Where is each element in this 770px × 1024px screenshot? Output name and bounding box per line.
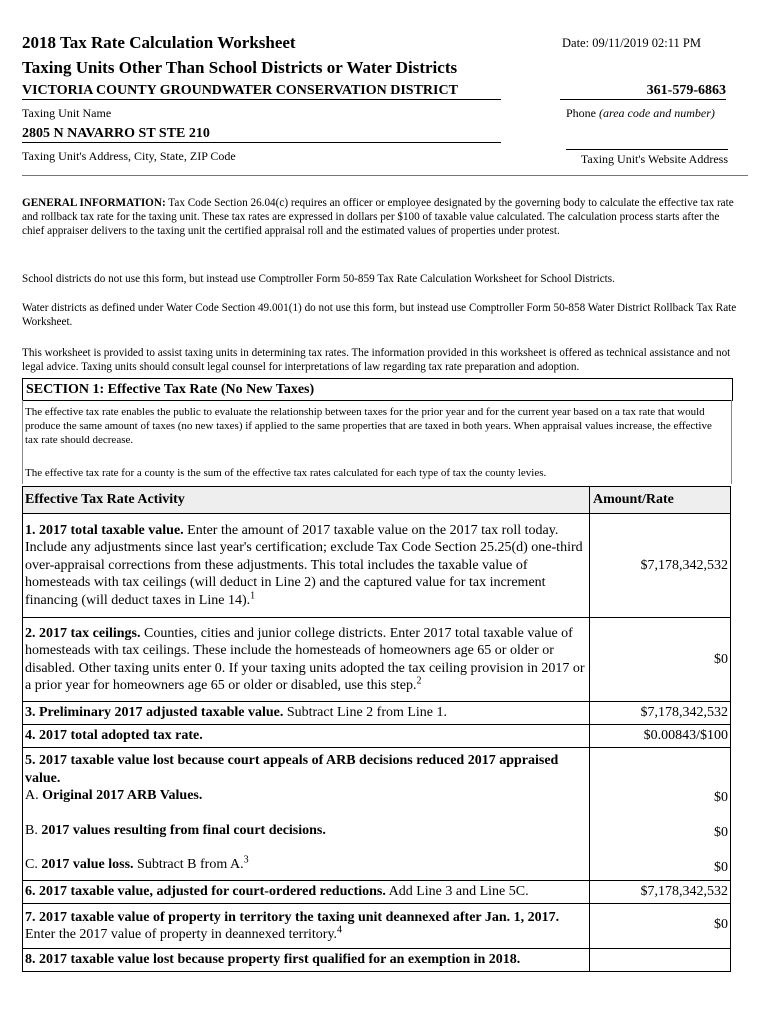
activity-column-header: Effective Tax Rate Activity	[23, 487, 590, 514]
amount-column-header: Amount/Rate	[590, 487, 731, 514]
taxing-unit-address: 2805 N NAVARRO ST STE 210	[22, 126, 501, 143]
line5a-label: Original 2017 ARB Values.	[42, 788, 203, 803]
effective-tax-rate-table	[22, 486, 731, 972]
line8-amount	[590, 949, 731, 972]
line3-label: 3. Preliminary 2017 adjusted taxable value.	[25, 705, 284, 721]
water-districts-note: Water districts as defined under Water Code Section 49.001(1) do not use this form, but instead use Comptroller Form 50-858 Water District Rollback Tax Rate Worksheet.	[22, 302, 737, 329]
line2-text: Counties, cities and junior college districts. Enter 2017 total taxable value of homesteads with tax ceilings. These include the homesteads of homeowners age 65 or older or disabled. Other taxing units enter 0. If your taxing units adopted the tax ceiling provision in 2017 or a prior year for homeowners age 65 or older or disabled, use this step.	[25, 625, 585, 693]
line5-amounts	[590, 748, 731, 881]
worksheet-subtitle: Taxing Units Other Than School Districts or Water Districts	[22, 58, 458, 77]
line3-text: Subtract Line 2 from Line 1.	[283, 705, 448, 721]
address-label: Taxing Unit's Address, City, State, ZIP Code	[22, 149, 236, 163]
taxing-unit-name-label: Taxing Unit Name	[22, 106, 112, 120]
table-row-line6	[23, 881, 731, 904]
line6-description	[23, 881, 590, 904]
table-row-line5	[23, 748, 731, 881]
phone-label-text: Phone	[566, 106, 596, 120]
line5a-amount: $0	[714, 790, 728, 805]
general-information	[22, 196, 740, 239]
line5c-amount: $0	[714, 860, 728, 875]
disclaimer-note: This worksheet is provided to assist taxing units in determining tax rates. The information provided in this worksheet is offered as technical assistance and not legal advice. Taxing units should consult legal counsel for interpretations of law regarding tax rate preparation and adoption.	[22, 347, 731, 374]
line3-amount: $7,178,342,532	[590, 702, 731, 725]
worksheet-date: Date: 09/11/2019 02:11 PM	[562, 36, 702, 50]
phone-label-note: (area code and number)	[599, 106, 715, 120]
line7-text: Enter the 2017 value of property in deannexed territory.	[25, 927, 338, 942]
section1-intro	[22, 400, 732, 484]
line5b-label: 2017 values resulting from final court decisions.	[41, 822, 326, 838]
line4-description	[23, 725, 590, 748]
line5a	[25, 787, 589, 805]
phone-number: 361-579-6863	[560, 83, 726, 100]
table-row-line3	[23, 702, 731, 725]
line1-text: Enter the amount of 2017 taxable value on the 2017 tax roll today. Include any adjustments since last year's certification; exclude Tax Code Section 25.25(d) one-third over-appraisal corrections from these adjustments. This total includes the taxable value of homesteads with tax ceilings (will deduct in Line 2) and the captured value for tax increment financing (will deduct taxes in Line 14).	[25, 522, 583, 608]
table-row-line1	[23, 514, 731, 618]
line3-description	[23, 702, 590, 725]
website-label: Taxing Unit's Website Address	[566, 149, 728, 167]
general-information-text: Tax Code Section 26.04(c) requires an officer or employee designated by the governing body to calculate the effective tax rate and rollback tax rate for the taxing unit. These tax rates are expressed in dollars per $100 of taxable value calculated. The calculation process starts after the chief appraiser delivers to the taxing unit the certified appraisal roll and the estimated values of properties under protest.	[22, 197, 734, 238]
line5c-prefix: C.	[25, 857, 42, 872]
line5c-footnote: 3	[243, 854, 249, 866]
general-information-lead: GENERAL INFORMATION:	[22, 197, 166, 209]
taxing-unit-name: VICTORIA COUNTY GROUNDWATER CONSERVATION DISTRICT	[22, 83, 501, 100]
line1-amount: $7,178,342,532	[590, 514, 731, 618]
worksheet-title: 2018 Tax Rate Calculation Worksheet	[22, 33, 296, 52]
line7-footnote: 4	[337, 924, 343, 936]
line5-heading	[25, 748, 589, 787]
section1-title: SECTION 1: Effective Tax Rate (No New Taxes)	[22, 378, 733, 401]
line2-description	[23, 618, 590, 702]
line2-footnote: 2	[416, 675, 422, 687]
line2-amount: $0	[590, 618, 731, 702]
line4-amount: $0.00843/$100	[590, 725, 731, 748]
table-row-line8	[23, 949, 731, 972]
line7-description	[23, 904, 590, 949]
line1-description	[23, 514, 590, 618]
line6-text: Add Line 3 and Line 5C.	[385, 884, 529, 900]
table-row-line4	[23, 725, 731, 748]
line5c-label: 2017 value loss.	[41, 857, 134, 872]
line7-amount: $0	[590, 904, 731, 949]
table-row-line2	[23, 618, 731, 702]
table-header-row	[23, 487, 731, 514]
line8-description	[23, 949, 590, 972]
line4-label: 4. 2017 total adopted tax rate.	[25, 728, 203, 744]
phone-label	[566, 106, 715, 121]
line2-label: 2. 2017 tax ceilings.	[25, 625, 141, 641]
line6-amount: $7,178,342,532	[590, 881, 731, 904]
line5-label: 5. 2017 taxable value lost because court appeals of ARB decisions reduced 2017 appraised value.	[25, 753, 559, 786]
line5a-prefix: A.	[25, 788, 43, 803]
line5b-prefix: B.	[25, 822, 42, 838]
line8-label: 8. 2017 taxable value lost because property first qualified for an exemption in 2018.	[25, 952, 521, 968]
line5-description	[23, 748, 590, 881]
table-row-line7	[23, 904, 731, 949]
header-divider	[22, 175, 748, 176]
line5b-amount: $0	[714, 825, 728, 840]
line7-label: 7. 2017 taxable value of property in territory the taxing unit deannexed after Jan. 1, 2017.	[25, 909, 560, 925]
section1-county-note: The effective tax rate for a county is the sum of the effective tax rates calculated for each type of tax the county levies.	[25, 467, 547, 479]
line5b	[25, 822, 589, 840]
line5c	[25, 856, 589, 874]
section1-intro-paragraph: The effective tax rate enables the public to evaluate the relationship between taxes for the prior year and for the current year based on a tax rate that would produce the same amount of taxes (no new taxes) if applied to the same properties that are taxed in both years. When appraisal values increase, the effective tax rate should decrease.	[25, 406, 712, 446]
school-districts-note: School districts do not use this form, but instead use Comptroller Form 50-859 Tax Rate Calculation Worksheet for School Districts.	[22, 273, 615, 285]
line1-footnote: 1	[250, 590, 256, 602]
line1-label: 1. 2017 total taxable value.	[25, 522, 184, 538]
line5c-text: Subtract B from A.	[133, 857, 244, 872]
line6-label: 6. 2017 taxable value, adjusted for court-ordered reductions.	[25, 884, 386, 900]
